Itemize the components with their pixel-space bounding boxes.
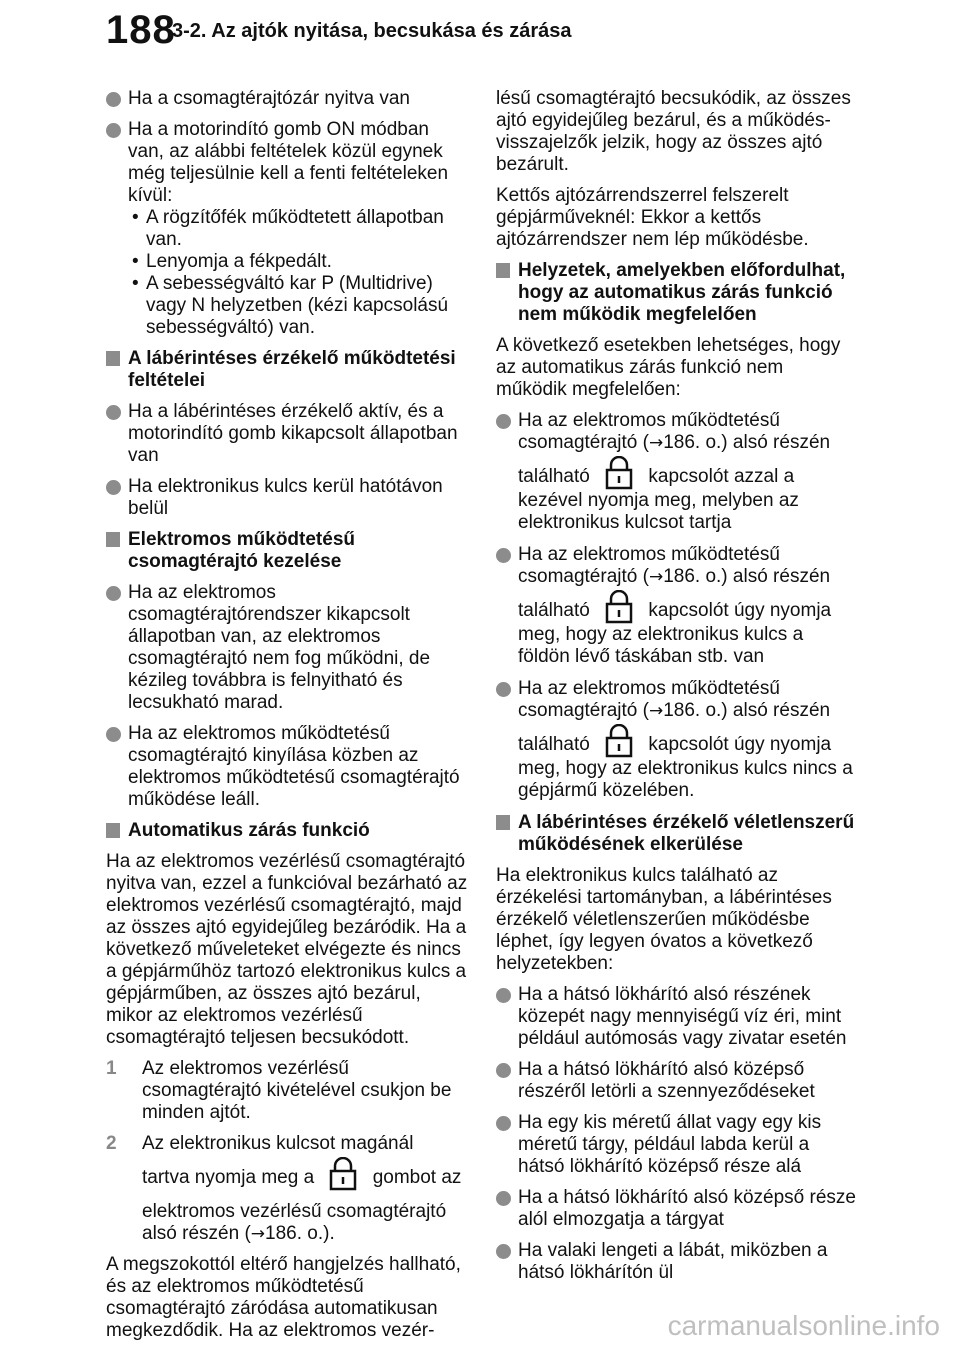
section-heading: Helyzetek, amelyekben előfordulhat, hogy az automatikus zárás funkció nem működik megfelelően [496,260,858,326]
bullet-item: Ha a csomagtérajtózár nyitva van [106,88,468,110]
bullet-item: Ha a hátsó lökhárító alsó részének közepét nagy mennyiségű víz éri, mint például autómosás vagy zivatar esetén [496,984,858,1050]
paragraph: A következő esetekben lehetséges, hogy az automatikus zárás funkció nem működik megfelelően: [496,335,841,400]
step-item: 2 Az elektronikus kulcsot magánál tartva nyomja meg a gombot az elektromos vezérlésű csomagtérajtó alsó részén (→186. o.). [106,1133,462,1244]
bullet-item: Ha az elektromos működtetésű csomagtérajtó (→186. o.) alsó részén található kapcsolót úgy nyomja meg, hogy az elektronikus kulcs a földön lévő táskában stb. van [496,544,858,668]
section-title: 3-2. Az ajtók nyitása, becsukása és zárása [172,20,572,42]
bullet-item: Ha az elektromos működtetésű csomagtérajtó kinyílása közben az elektromos működtetésű csomagtérajtó működése leáll. [106,723,468,811]
paragraph: lésű csomagtérajtó becsukódik, az összes ajtó egyidejűleg bezárul, és a működés-visszajelzők jelzik, hogy az összes ajtó bezárult. [496,88,851,175]
section-heading: Elektromos működtetésű csomagtérajtó kezelése [106,529,468,573]
step-item: 1 Az elektromos vezérlésű csomagtérajtó kivételével csukjon be minden ajtót. [106,1058,452,1123]
bullet-item: Ha az elektromos csomagtérajtórendszer kikapcsolt állapotban van, az elektromos csomagtérajtó nem fog működni, de kézileg továbbra is felnyitható és lecsukható marad. [106,582,468,714]
sub-item: A sebességváltó kar P (Multidrive) vagy N helyzetben (kézi kapcsolású sebességváltó) van. [146,273,449,338]
page-header [0,0,960,62]
bullet-item: Ha az elektromos működtetésű csomagtérajtó (→186. o.) alsó részén található kapcsolót azzal a kezével nyomja meg, melyben az elektronikus kulcsot tartja [496,410,858,534]
right-column [496,88,858,1293]
step-number: 2 [106,1133,117,1154]
paragraph: A megszokottól eltérő hangjelzés hallható, és az elektromos működtetésű csomagtérajtó záródása automatikusan megkezdődik. Ha az elektromos vezér- [106,1254,461,1341]
sub-item: A rögzítőfék működtetett állapotban van. [146,207,444,250]
sub-item: Lenyomja a fékpedált. [146,251,332,272]
watermark: carmanualsonline.info [667,1310,940,1341]
bullet-item: Ha a hátsó lökhárító alsó középső része alól elmozgatja a tárgyat [496,1187,858,1231]
paragraph: Ha elektronikus kulcs található az érzékelési tartományban, a lábérintéses érzékelő véletlenszerűen működésbe léphet, így legyen óvatos a következő helyzetekben: [496,865,832,974]
paragraph: Kettős ajtózárrendszerrel felszerelt gépjárműveknél: Ekkor a kettős ajtózárrendszer nem lép működésbe. [496,185,809,250]
section-heading: A lábérintéses érzékelő véletlenszerű működésének elkerülése [496,812,858,856]
bullet-item: Ha elektronikus kulcs kerül hatótávon belül [106,476,468,520]
bullet-item: Ha az elektromos működtetésű csomagtérajtó (→186. o.) alsó részén található kapcsolót úgy nyomja meg, hogy az elektronikus kulcs nincs a gépjármű közelében. [496,678,858,802]
page-number: 188 [106,8,176,52]
bullet-item: Ha a hátsó lökhárító alsó középső részéről letörli a szennyeződéseket [496,1059,858,1103]
step-number: 1 [106,1058,117,1079]
bullet-item: Ha valaki lengeti a lábát, miközben a hátsó lökhárítón ül [496,1240,858,1284]
lock-icon [599,456,639,490]
bullet-item: Ha a motorindító gomb ON módban van, az alábbi feltételek közül egynek még teljesülnie kell a fenti feltételeken kívül: • A rögzítőfék működtetett állapotban van. • Lenyomja a fékpedált. • A sebességváltó kar P (Multidrive) vagy N helyzetben (kézi kapcsolású sebességváltó) van. [106,119,468,339]
section-heading: A lábérintéses érzékelő működtetési feltételei [106,348,468,392]
lock-icon [599,590,639,624]
lock-icon [599,724,639,758]
left-column [106,88,468,1351]
bullet-item: Ha egy kis méretű állat vagy egy kis méretű tárgy, például labda kerül a hátsó lökhárító középső része alá [496,1112,858,1178]
lock-icon [323,1157,363,1191]
section-heading: Automatikus zárás funkció [106,820,468,842]
paragraph: Ha az elektromos vezérlésű csomagtérajtó nyitva van, ezzel a funkcióval bezárható az elektromos vezérlésű csomagtérajtó, majd az összes ajtó egyidejűleg bezáródik. Ha a következő műveleteket elvégezte és nincs a gépjárműhöz tartozó elektronikus kulcs a gépjárműben, az összes ajtó bezárul, mikor az elektromos vezérlésű csomagtérajtó teljesen becsukódott. [106,851,468,1048]
bullet-item: Ha a lábérintéses érzékelő aktív, és a motorindító gomb kikapcsolt állapotban van [106,401,468,467]
